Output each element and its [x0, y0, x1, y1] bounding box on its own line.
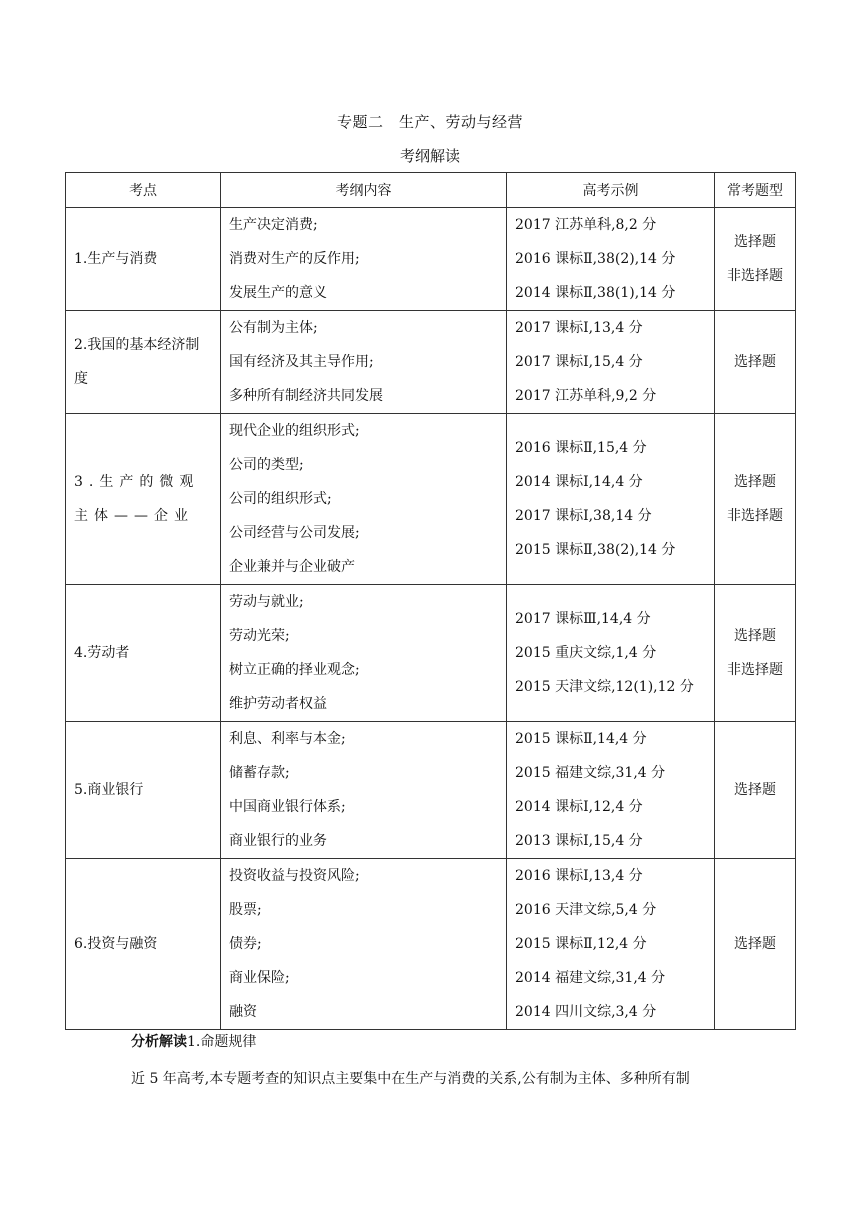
content-item: 企业兼并与企业破产: [229, 559, 355, 575]
content-item: 现代企业的组织形式;: [229, 423, 360, 439]
table-row: [66, 311, 796, 414]
example-item: 2017 课标Ⅰ,13,4 分: [515, 320, 643, 336]
content-item: 国有经济及其主导作用;: [229, 354, 374, 370]
question-types-cell: [715, 208, 796, 311]
examples-cell: [507, 585, 715, 722]
header-examples: 高考示例: [507, 173, 715, 208]
topic-cell: 4.劳动者: [66, 585, 221, 722]
examples-cell: [507, 311, 715, 414]
page-title: 专题二 生产、劳动与经营: [336, 113, 523, 131]
analysis-subheading: 1.命题规律: [187, 1034, 257, 1050]
analysis-heading: [131, 1031, 256, 1051]
example-item: 2017 课标Ⅲ,14,4 分: [515, 611, 651, 627]
examples-cell: [507, 859, 715, 1030]
question-type: 非选择题: [727, 268, 783, 284]
analysis-paragraph: 近 5 年高考,本专题考查的知识点主要集中在生产与消费的关系,公有制为主体、多种所有制: [131, 1071, 690, 1087]
table-row: [66, 722, 796, 859]
topic-cell: 2.我国的基本经济制度: [66, 311, 221, 414]
content-item: 公司的类型;: [229, 457, 304, 473]
example-item: 2016 课标Ⅱ,15,4 分: [515, 440, 647, 456]
content-cell: [221, 722, 507, 859]
question-type: 选择题: [734, 234, 776, 250]
example-item: 2017 江苏单科,8,2 分: [515, 217, 657, 233]
content-item: 多种所有制经济共同发展: [229, 388, 383, 404]
example-item: 2016 课标Ⅱ,38(2),14 分: [515, 251, 676, 267]
example-item: 2014 福建文综,31,4 分: [515, 970, 666, 986]
example-item: 2015 课标Ⅱ,38(2),14 分: [515, 542, 676, 558]
content-item: 股票;: [229, 902, 262, 918]
example-item: 2016 天津文综,5,4 分: [515, 902, 657, 918]
content-cell: [221, 311, 507, 414]
content-item: 树立正确的择业观念;: [229, 662, 360, 678]
syllabus-table: [65, 172, 796, 1030]
question-types-cell: [715, 414, 796, 585]
analysis-label: 分析解读: [131, 1034, 187, 1050]
content-cell: [221, 414, 507, 585]
content-item: 公司经营与公司发展;: [229, 525, 360, 541]
table-row: [66, 585, 796, 722]
example-item: 2014 课标Ⅱ,38(1),14 分: [515, 285, 676, 301]
table-header-row: [66, 173, 796, 208]
content-cell: [221, 585, 507, 722]
example-item: 2015 重庆文综,1,4 分: [515, 645, 657, 661]
content-item: 生产决定消费;: [229, 217, 318, 233]
question-type: 非选择题: [727, 662, 783, 678]
content-item: 投资收益与投资风险;: [229, 868, 360, 884]
content-item: 发展生产的意义: [229, 285, 327, 301]
content-item: 商业银行的业务: [229, 833, 327, 849]
content-cell: [221, 208, 507, 311]
content-item: 中国商业银行体系;: [229, 799, 346, 815]
content-item: 储蓄存款;: [229, 765, 290, 781]
example-item: 2017 课标Ⅰ,38,14 分: [515, 508, 652, 524]
content-cell: [221, 859, 507, 1030]
example-item: 2015 课标Ⅱ,14,4 分: [515, 731, 647, 747]
examples-cell: [507, 722, 715, 859]
content-item: 融资: [229, 1004, 257, 1020]
section-subtitle: 考纲解读: [399, 147, 460, 165]
example-item: 2015 福建文综,31,4 分: [515, 765, 666, 781]
topic-cell: 5.商业银行: [66, 722, 221, 859]
question-types-cell: [715, 859, 796, 1030]
content-item: 维护劳动者权益: [229, 696, 327, 712]
header-content: 考纲内容: [221, 173, 507, 208]
header-topic: 考点: [66, 173, 221, 208]
topic-cell: 6.投资与融资: [66, 859, 221, 1030]
content-item: 公有制为主体;: [229, 320, 318, 336]
example-item: 2014 课标Ⅰ,12,4 分: [515, 799, 643, 815]
topic-cell: 1.生产与消费: [66, 208, 221, 311]
example-item: 2017 江苏单科,9,2 分: [515, 388, 657, 404]
examples-cell: [507, 208, 715, 311]
question-type: 选择题: [734, 782, 776, 798]
question-type: 非选择题: [727, 508, 783, 524]
example-item: 2013 课标Ⅰ,15,4 分: [515, 833, 643, 849]
example-item: 2015 课标Ⅱ,12,4 分: [515, 936, 647, 952]
question-type: 选择题: [734, 628, 776, 644]
question-types-cell: [715, 585, 796, 722]
example-item: 2014 课标Ⅰ,14,4 分: [515, 474, 643, 490]
topic-text: 3.生产的微观主体——企业: [74, 474, 200, 524]
content-item: 公司的组织形式;: [229, 491, 332, 507]
content-item: 劳动光荣;: [229, 628, 290, 644]
examples-cell: [507, 414, 715, 585]
example-item: 2017 课标Ⅰ,15,4 分: [515, 354, 643, 370]
content-item: 利息、利率与本金;: [229, 731, 346, 747]
header-question-types: 常考题型: [715, 173, 796, 208]
content-item: 消费对生产的反作用;: [229, 251, 360, 267]
table-row: [66, 859, 796, 1030]
question-types-cell: [715, 311, 796, 414]
question-types-cell: [715, 722, 796, 859]
question-type: 选择题: [734, 474, 776, 490]
content-item: 债券;: [229, 936, 262, 952]
question-type: 选择题: [734, 354, 776, 370]
example-item: 2015 天津文综,12(1),12 分: [515, 679, 694, 695]
example-item: 2016 课标Ⅰ,13,4 分: [515, 868, 643, 884]
table-row: [66, 208, 796, 311]
example-item: 2014 四川文综,3,4 分: [515, 1004, 657, 1020]
question-type: 选择题: [734, 936, 776, 952]
content-item: 商业保险;: [229, 970, 290, 986]
content-item: 劳动与就业;: [229, 594, 304, 610]
topic-cell: [66, 414, 221, 585]
table-row: [66, 414, 796, 585]
